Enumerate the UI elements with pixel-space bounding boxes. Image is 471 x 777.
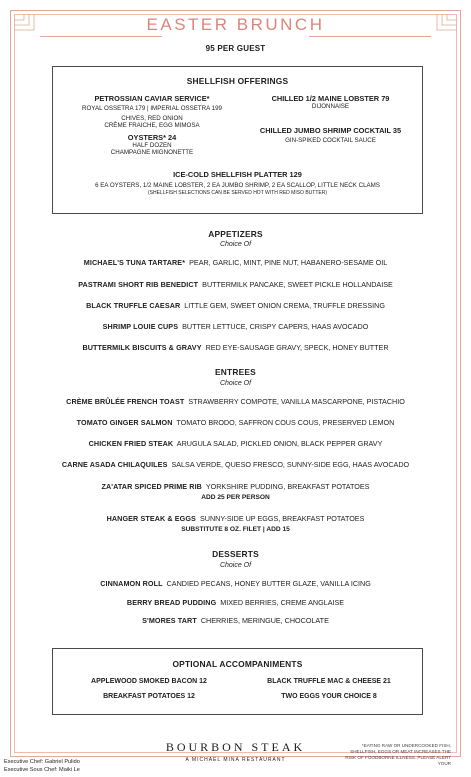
menu-title: EASTER BRUNCH xyxy=(146,15,325,34)
item-description: LITTLE GEM, SWEET ONION CREMA, TRUFFLE DRESSING xyxy=(184,301,385,310)
item-description: BUTTER LETTUCE, CRISPY CAPERS, HAAS AVOCADO xyxy=(182,322,369,331)
accompaniment-item: APPLEWOOD SMOKED BACON 12 xyxy=(91,678,207,685)
prime-rib-note: ADD 25 PER PERSON xyxy=(201,494,270,501)
shrimp-cocktail-detail: GIN-SPIKED COCKTAIL SAUCE xyxy=(285,137,376,144)
platter-name: ICE-COLD SHELLFISH PLATTER 129 xyxy=(173,170,302,179)
caviar-options: ROYAL OSSETRA 179 | IMPERIAL OSSETRA 199 xyxy=(82,105,222,112)
menu-item xyxy=(0,280,471,289)
item-description: CANDIED PECANS, HONEY BUTTER GLAZE, VANILLA ICING xyxy=(166,579,371,588)
hanger-steak-note: SUBSTITUTE 8 OZ. FILET | ADD 15 xyxy=(181,526,290,533)
price-per-guest: 95 PER GUEST xyxy=(205,44,266,53)
item-name: CARNE ASADA CHILAQUILES xyxy=(61,460,168,469)
brand-logo: BOURBON STEAK xyxy=(165,740,306,754)
shellfish-section xyxy=(52,66,423,214)
raw-food-disclaimer: *EATING RAW OR UNDERCOOKED FISH, SHELLFISH, EGGS OR MEAT INCREASES THE RISK OF FOODBORNE ILLNESS. PLEASE ALERT YOUR xyxy=(345,743,451,766)
item-name: S'MORES TART xyxy=(142,616,197,625)
appetizers-subheading: Choice Of xyxy=(219,241,252,248)
menu-item xyxy=(0,343,471,352)
item-description: CHERRIES, MERINGUE, CHOCOLATE xyxy=(200,616,329,625)
shellfish-heading: SHELLFISH OFFERINGS xyxy=(186,76,289,86)
oysters-detail: HALF DOZEN xyxy=(132,142,172,149)
brand-tagline: A MICHAEL MINA RESTAURANT xyxy=(185,757,286,763)
caviar-detail: CHIVES, RED ONION xyxy=(121,115,183,122)
menu-item xyxy=(0,598,471,607)
desserts-subheading: Choice Of xyxy=(219,562,252,569)
title-rule-right xyxy=(309,36,431,37)
item-name: BERRY BREAD PUDDING xyxy=(126,598,217,607)
item-name: CINNAMON ROLL xyxy=(100,579,163,588)
item-name: BUTTERMILK BISCUITS & GRAVY xyxy=(82,343,202,352)
platter-detail: 6 EA OYSTERS, 1/2 MAINE LOBSTER, 2 EA JUMBO SHRIMP, 2 EA SCALLOP, LITTLE NECK CLAMS xyxy=(95,182,380,189)
accompaniment-item: BLACK TRUFFLE MAC & CHEESE 21 xyxy=(267,678,391,685)
menu-item xyxy=(0,301,471,310)
item-description: TOMATO BRODO, SAFFRON COUS COUS, PRESERVED LEMON xyxy=(176,418,395,427)
item-description: PEAR, GARLIC, MINT, PINE NUT, HABANERO-SESAME OIL xyxy=(189,258,388,267)
caviar-item xyxy=(57,94,247,156)
lobster-name: CHILLED 1/2 MAINE LOBSTER 79 xyxy=(271,94,390,103)
item-description: SUNNY-SIDE UP EGGS, BREAKFAST POTATOES xyxy=(199,514,365,523)
accompaniments-section xyxy=(52,648,423,715)
lobster-detail: DIJONNAISE xyxy=(311,103,350,110)
menu-item xyxy=(0,418,471,427)
menu-item xyxy=(0,460,471,469)
item-name: PASTRAMI SHORT RIB BENEDICT xyxy=(78,280,199,289)
menu-item xyxy=(0,258,471,267)
platter-item xyxy=(53,170,422,196)
platter-note: (SHELLFISH SELECTIONS CAN BE SERVED HOT WITH RED MISO BUTTER) xyxy=(147,190,327,196)
item-name: BLACK TRUFFLE CAESAR xyxy=(86,301,181,310)
title-rule-left xyxy=(40,36,162,37)
oysters-detail: CHAMPAGNE MIGNONETTE xyxy=(110,149,194,156)
menu-item xyxy=(0,616,471,625)
item-name: SHRIMP LOUIE CUPS xyxy=(102,322,179,331)
shrimp-cocktail-item xyxy=(243,126,418,144)
item-name: TOMATO GINGER SALMON xyxy=(76,418,173,427)
menu-item xyxy=(0,579,471,588)
item-description: BUTTERMILK PANCAKE, SWEET PICKLE HOLLANDAISE xyxy=(202,280,393,289)
entrees-subheading: Choice Of xyxy=(219,380,252,387)
menu-item xyxy=(0,397,471,406)
menu-item xyxy=(0,482,471,491)
caviar-detail: CRÈME FRAICHE, EGG MIMOSA xyxy=(104,122,200,129)
menu-item xyxy=(0,439,471,448)
shrimp-cocktail-name: CHILLED JUMBO SHRIMP COCKTAIL 35 xyxy=(259,126,402,135)
item-description: YORKSHIRE PUDDING, BREAKFAST POTATOES xyxy=(205,482,370,491)
appetizers-heading: APPETIZERS xyxy=(208,229,263,239)
executive-chef: Executive Chef: Gabriel Pulido xyxy=(4,759,80,765)
desserts-heading: DESSERTS xyxy=(212,549,259,559)
menu-item xyxy=(0,322,471,331)
item-name: HANGER STEAK & EGGS xyxy=(106,514,196,523)
item-name: ZA'ATAR SPICED PRIME RIB xyxy=(101,482,202,491)
menu-item xyxy=(0,514,471,523)
item-description: STRAWBERRY COMPOTE, VANILLA MASCARPONE, PISTACHIO xyxy=(188,397,405,406)
accompaniment-item: TWO EGGS YOUR CHOICE 8 xyxy=(281,693,377,700)
item-description: MIXED BERRIES, CREME ANGLAISE xyxy=(220,598,345,607)
item-description: RED EYE-SAUSAGE GRAVY, SPECK, HONEY BUTTER xyxy=(205,343,389,352)
item-description: SALSA VERDE, QUESO FRESCO, SUNNY-SIDE EGG, HAAS AVOCADO xyxy=(171,460,410,469)
item-name: CRÈME BRÛLÉE FRENCH TOAST xyxy=(66,397,185,406)
item-name: CHICKEN FRIED STEAK xyxy=(88,439,174,448)
accompaniment-item: BREAKFAST POTATOES 12 xyxy=(103,693,195,700)
lobster-item xyxy=(243,94,418,110)
item-description: ARUGULA SALAD, PICKLED ONION, BLACK PEPPER GRAVY xyxy=(176,439,383,448)
executive-sous-chef: Executive Sous Chef: Maiki Le xyxy=(4,767,80,773)
accompaniments-heading: OPTIONAL ACCOMPANIMENTS xyxy=(172,659,303,669)
item-name: MICHAEL'S TUNA TARTARE* xyxy=(83,258,186,267)
caviar-name: PETROSSIAN CAVIAR SERVICE* xyxy=(94,94,210,103)
entrees-heading: ENTREES xyxy=(215,367,256,377)
oysters-name: OYSTERS* 24 xyxy=(127,133,177,142)
